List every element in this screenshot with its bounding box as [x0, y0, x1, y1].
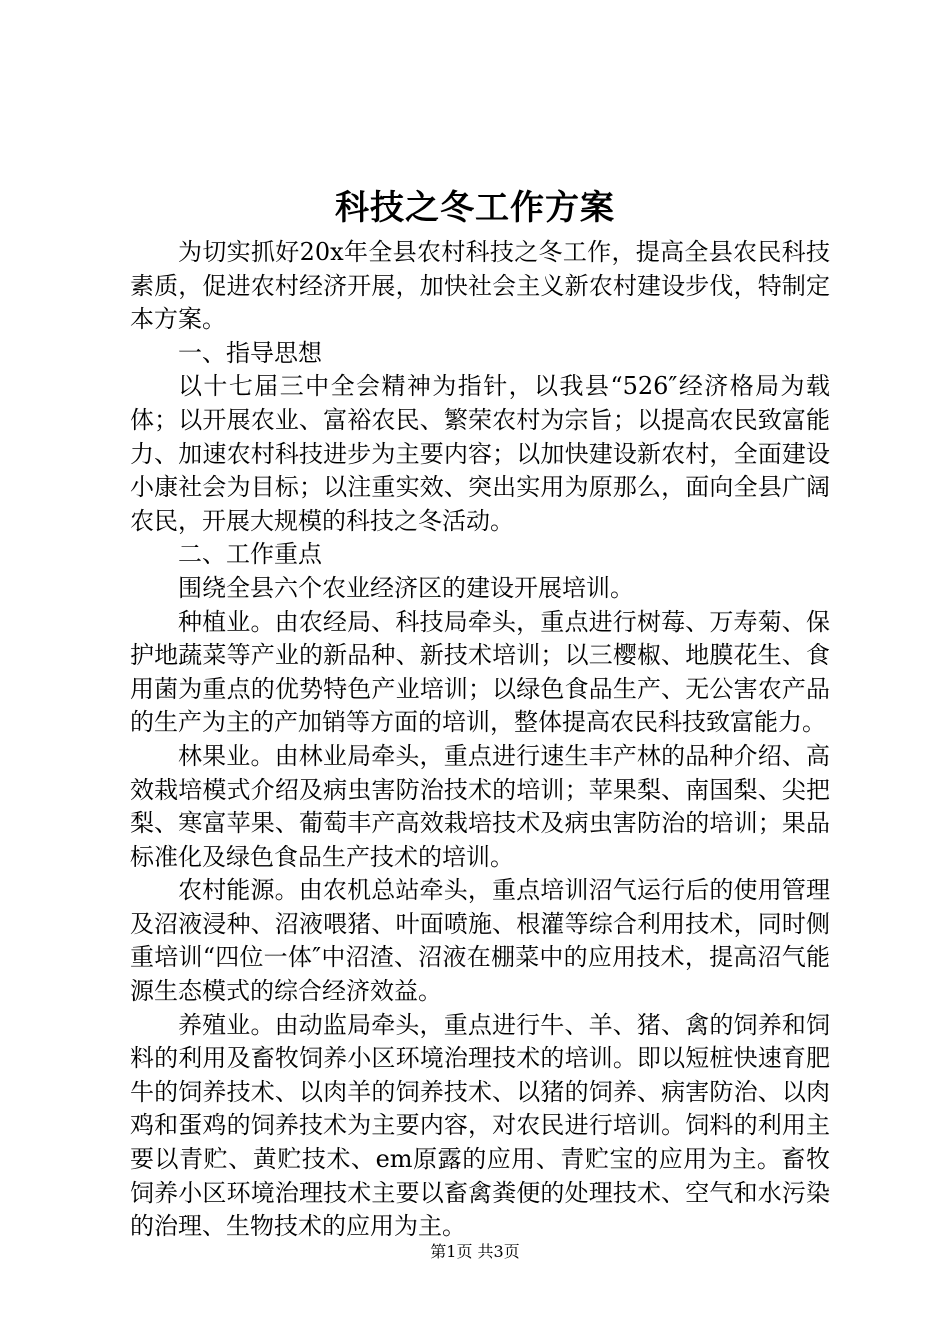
- paragraph-rural-energy: 农村能源。由农机总站牵头，重点培训沼气运行后的使用管理及沼液浸种、沼液喂猪、叶面喷施、根灌等综合利用技术，同时侧重培训“四位一体″中沼渣、沼液在棚菜中的应用技术，提高沼气能源生态模式的综合经济效益。: [130, 876, 830, 1006]
- page-footer: 第1页 共3页: [430, 1242, 520, 1261]
- paragraph-work-focus: 围绕全县六个农业经济区的建设开展培训。: [178, 573, 634, 602]
- document-title: 科技之冬工作方案: [335, 188, 615, 228]
- document-body: [130, 236, 830, 1244]
- paragraph-guiding-thought: 以十七届三中全会精神为指针，以我县“526″经济格局为载体；以开展农业、富裕农民、繁荣农村为宗旨；以提高农民致富能力、加速农村科技进步为主要内容；以加快建设新农村，全面建设小康社会为目标；以注重实效、突出实用为原那么，面向全县广阔农民，开展大规模的科技之冬活动。: [130, 372, 830, 535]
- section-heading-guiding-thought: 一、指导思想: [178, 338, 322, 367]
- paragraph-livestock: 养殖业。由动监局牵头，重点进行牛、羊、猪、禽的饲养和饲料的利用及畜牧饲养小区环境治理技术的培训。即以短桩快速育肥牛的饲养技术、以肉羊的饲养技术、以猪的饲养、病害防治、以肉鸡和蛋鸡的饲养技术为主要内容，对农民进行培训。饲料的利用主要以青贮、黄贮技术、em原露的应用、青贮宝的应用为主。畜牧饲养小区环境治理技术主要以畜禽粪便的处理技术、空气和水污染的治理、生物技术的应用为主。: [130, 1010, 830, 1241]
- paragraph-forestry-fruit: 林果业。由林业局牵头，重点进行速生丰产林的品种介绍、高效栽培模式介绍及病虫害防治技术的培训；苹果梨、南国梨、尖把梨、寒富苹果、葡萄丰产高效栽培技术及病虫害防治的培训；果品标准化及绿色食品生产技术的培训。: [130, 741, 830, 871]
- section-heading-work-focus: 二、工作重点: [178, 540, 322, 569]
- paragraph-planting: 种植业。由农经局、科技局牵头，重点进行树莓、万寿菊、保护地蔬菜等产业的新品种、新技术培训；以三樱椒、地膜花生、食用菌为重点的优势特色产业培训；以绿色食品生产、无公害农产品的生产为主的产加销等方面的培训，整体提高农民科技致富能力。: [130, 607, 830, 737]
- paragraph-intro: 为切实抓好20x年全县农村科技之冬工作，提高全县农民科技素质，促进农村经济开展，加快社会主义新农村建设步伐，特制定本方案。: [130, 238, 830, 334]
